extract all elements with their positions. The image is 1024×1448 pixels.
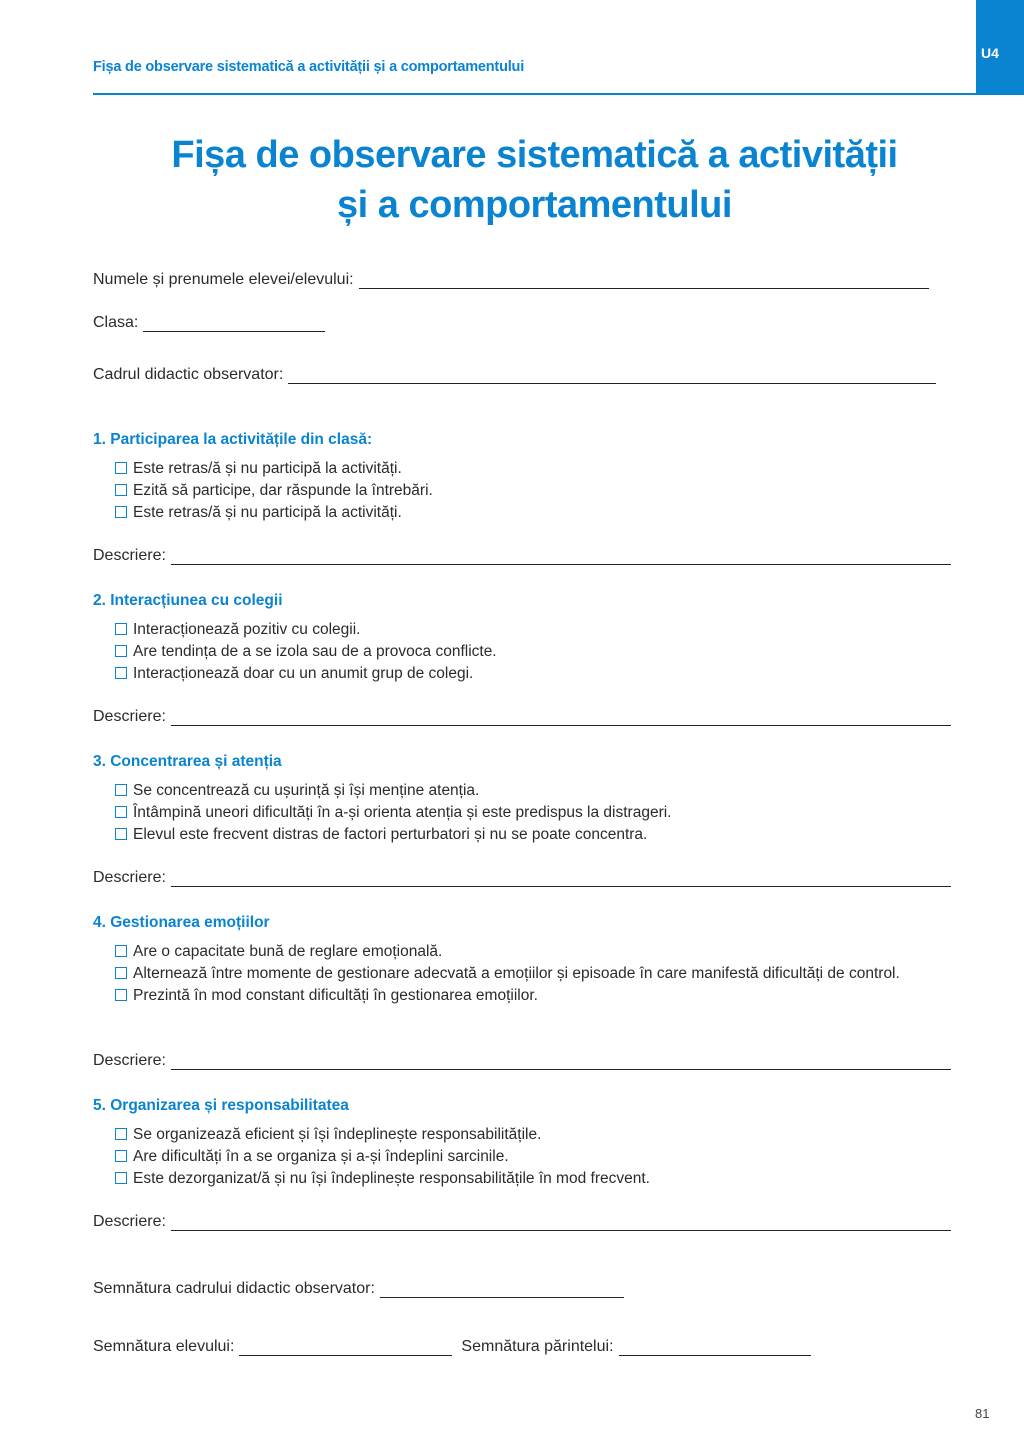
checkbox-icon[interactable] xyxy=(115,623,127,635)
section-1-heading: 1. Participarea la activitățile din clasă: xyxy=(93,431,373,448)
checkbox-icon[interactable] xyxy=(115,667,127,679)
section-4-options xyxy=(113,941,963,1007)
page-title-line1: Fișa de observare sistematică a activității xyxy=(171,134,898,176)
option[interactable] xyxy=(113,1124,963,1146)
checkbox-icon[interactable] xyxy=(115,645,127,657)
option-label: Se concentrează cu ușurință și își menține atenția. xyxy=(133,782,480,799)
student-name-label: Numele și prenumele elevei/elevului: xyxy=(93,271,354,288)
section-1-options xyxy=(113,458,963,524)
section-5-heading: 5. Organizarea și responsabilitatea xyxy=(93,1097,349,1114)
description-input-line[interactable] xyxy=(171,1055,951,1070)
checkbox-icon[interactable] xyxy=(115,506,127,518)
option-label: Este dezorganizat/ă și nu își îndeplinește responsabilitățile în mod frecvent. xyxy=(133,1170,650,1187)
observer-signature-label: Semnătura cadrului didactic observator: xyxy=(93,1280,375,1297)
option-label: Întâmpină uneori dificultăți în a-și orienta atenția și este predispus la distrageri. xyxy=(133,804,672,821)
option[interactable] xyxy=(113,985,963,1007)
parent-signature-line[interactable] xyxy=(619,1341,811,1356)
option[interactable] xyxy=(113,458,963,480)
option[interactable] xyxy=(113,963,963,985)
option-label: Este retras/ă și nu participă la activități. xyxy=(133,504,402,521)
option[interactable] xyxy=(113,824,963,846)
section-3-heading: 3. Concentrarea și atenția xyxy=(93,753,282,770)
section-5-options xyxy=(113,1124,963,1190)
description-label: Descriere: xyxy=(93,708,166,725)
description-label: Descriere: xyxy=(93,869,166,886)
description-label: Descriere: xyxy=(93,1052,166,1069)
option[interactable] xyxy=(113,663,963,685)
checkbox-icon[interactable] xyxy=(115,945,127,957)
observer-signature-line[interactable] xyxy=(380,1283,624,1298)
header-rule xyxy=(93,93,976,95)
description-input-line[interactable] xyxy=(171,550,951,565)
option-label: Are o capacitate bună de reglare emoțională. xyxy=(133,943,443,960)
option-label: Interacționează pozitiv cu colegii. xyxy=(133,621,361,638)
class-field xyxy=(93,314,325,332)
option[interactable] xyxy=(113,480,963,502)
checkbox-icon[interactable] xyxy=(115,784,127,796)
parent-signature-label: Semnătura părintelui: xyxy=(461,1338,614,1355)
option-label: Are dificultăți în a se organiza și a-și îndeplini sarcinile. xyxy=(133,1148,509,1165)
section-1-description xyxy=(93,547,951,565)
option-label: Alternează între momente de gestionare adecvată a emoțiilor și episoade în care manifestă dificultăți de control. xyxy=(133,965,900,982)
section-2-options xyxy=(113,619,963,685)
option[interactable] xyxy=(113,780,963,802)
checkbox-icon[interactable] xyxy=(115,828,127,840)
section-2-description xyxy=(93,708,951,726)
option-label: Elevul este frecvent distras de factori perturbatori și nu se poate concentra. xyxy=(133,826,648,843)
description-input-line[interactable] xyxy=(171,711,951,726)
unit-tab-label: U4 xyxy=(981,45,999,61)
observer-input-line[interactable] xyxy=(288,369,936,384)
option-label: Se organizează eficient și își îndeplinește responsabilitățile. xyxy=(133,1126,542,1143)
description-label: Descriere: xyxy=(93,1213,166,1230)
checkbox-icon[interactable] xyxy=(115,806,127,818)
checkbox-icon[interactable] xyxy=(115,1172,127,1184)
class-label: Clasa: xyxy=(93,314,139,331)
checkbox-icon[interactable] xyxy=(115,484,127,496)
section-4-heading: 4. Gestionarea emoțiilor xyxy=(93,914,270,931)
section-4-description xyxy=(93,1052,951,1070)
option-label: Ezită să participe, dar răspunde la întrebări. xyxy=(133,482,433,499)
student-signature-label: Semnătura elevului: xyxy=(93,1338,235,1355)
running-header-title: Fișa de observare sistematică a activității și a comportamentului xyxy=(93,59,525,75)
description-input-line[interactable] xyxy=(171,1216,951,1231)
option-label: Este retras/ă și nu participă la activități. xyxy=(133,460,402,477)
checkbox-icon[interactable] xyxy=(115,1128,127,1140)
student-parent-signature-row xyxy=(93,1338,811,1356)
checkbox-icon[interactable] xyxy=(115,462,127,474)
section-2-heading: 2. Interacțiunea cu colegii xyxy=(93,592,283,609)
section-3-description xyxy=(93,869,951,887)
checkbox-icon[interactable] xyxy=(115,1150,127,1162)
section-5-description xyxy=(93,1213,951,1231)
option-label: Prezintă în mod constant dificultăți în gestionarea emoțiilor. xyxy=(133,987,538,1004)
observer-label: Cadrul didactic observator: xyxy=(93,366,284,383)
unit-tab xyxy=(976,0,1024,95)
option[interactable] xyxy=(113,1146,963,1168)
student-name-field xyxy=(93,271,929,289)
page-title-line2: și a comportamentului xyxy=(337,184,732,226)
option[interactable] xyxy=(113,619,963,641)
section-3-options xyxy=(113,780,963,846)
page-title xyxy=(93,130,976,230)
option[interactable] xyxy=(113,641,963,663)
option[interactable] xyxy=(113,1168,963,1190)
checkbox-icon[interactable] xyxy=(115,967,127,979)
description-label: Descriere: xyxy=(93,547,166,564)
observer-field xyxy=(93,366,936,384)
option-label: Interacționează doar cu un anumit grup de colegi. xyxy=(133,665,474,682)
description-input-line[interactable] xyxy=(171,872,951,887)
observer-signature-field xyxy=(93,1280,624,1298)
checkbox-icon[interactable] xyxy=(115,989,127,1001)
class-input-line[interactable] xyxy=(143,317,325,332)
student-name-input-line[interactable] xyxy=(359,274,929,289)
page-number: 81 xyxy=(975,1406,990,1421)
student-signature-line[interactable] xyxy=(239,1341,452,1356)
option[interactable] xyxy=(113,941,963,963)
option-label: Are tendința de a se izola sau de a provoca conflicte. xyxy=(133,643,497,660)
option[interactable] xyxy=(113,802,963,824)
option[interactable] xyxy=(113,502,963,524)
